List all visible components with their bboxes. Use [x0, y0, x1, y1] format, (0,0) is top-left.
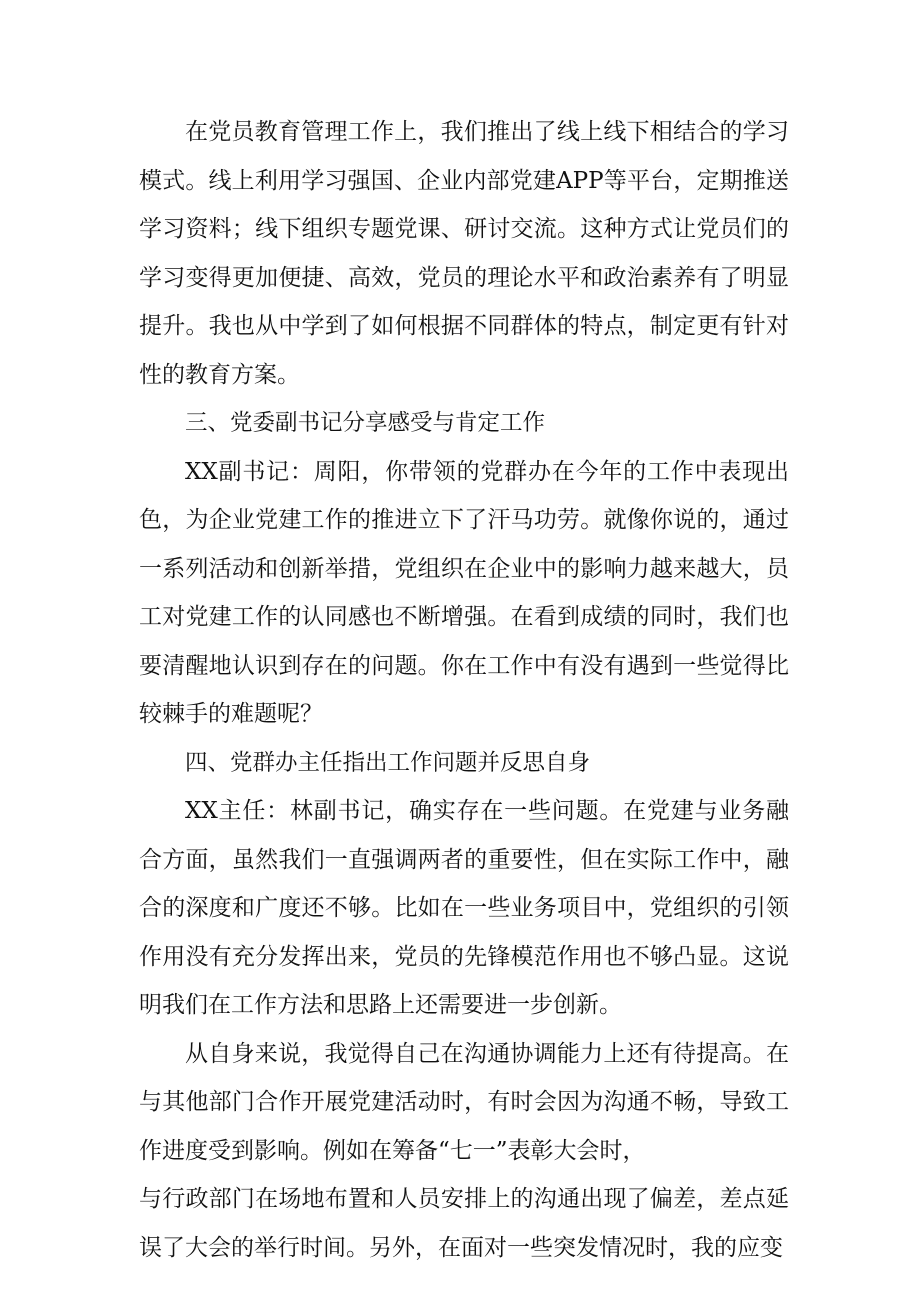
paragraph-self-reflection: 从自身来说，我觉得自己在沟通协调能力上还有待提高。在与其他部门合作开展党建活动时，有时会因为沟通不畅，导致工作进度受到影响。例如在筹备“七一”表彰大会时， [139, 1040, 789, 1164]
section-heading-4: 四、党群办主任指出工作问题并反思自身 [185, 749, 591, 776]
paragraph-deputy-secretary: XX副书记：周阳，你带领的党群办在今年的工作中表现出色，为企业党建工作的推进立下了汗马功劳。就像你说的，通过一系列活动和创新举措，党组织在企业中的影响力越来越大，员工对党建工作的认同感也不断增强。在看到成绩的同时，我们也要清醒地认识到存在的问题。你在工作中有没有遇到一些觉得比较棘手的难题呢？ [139, 458, 789, 727]
paragraph-education-management: 在党员教育管理工作上，我们推出了线上线下相结合的学习模式。线上利用学习强国、企业内部党建APP等平台，定期推送学习资料；线下组织专题党课、研讨交流。这种方式让党员们的学习变得更加便捷、高效，党员的理论水平和政治素养有了明显提升。我也从中学到了如何根据不同群体的特点，制定更有针对性的教育方案。 [139, 119, 789, 388]
paragraph-director-problems: XX主任：林副书记，确实存在一些问题。在党建与业务融合方面，虽然我们一直强调两者的重要性，但在实际工作中，融合的深度和广度还不够。比如在一些业务项目中，党组织的引领作用没有充分发挥出来，党员的先锋模范作用也不够凸显。这说明我们在工作方法和思路上还需要进一步创新。 [139, 798, 789, 1018]
document-body [139, 108, 789, 1272]
section-heading-3: 三、党委副书记分享感受与肯定工作 [185, 410, 546, 436]
paragraph-continuation: 与行政部门在场地布置和人员安排上的沟通出现了偏差，差点延误了大会的举行时间。另外，在面对一些突发情况时，我的应变 [139, 1186, 789, 1261]
